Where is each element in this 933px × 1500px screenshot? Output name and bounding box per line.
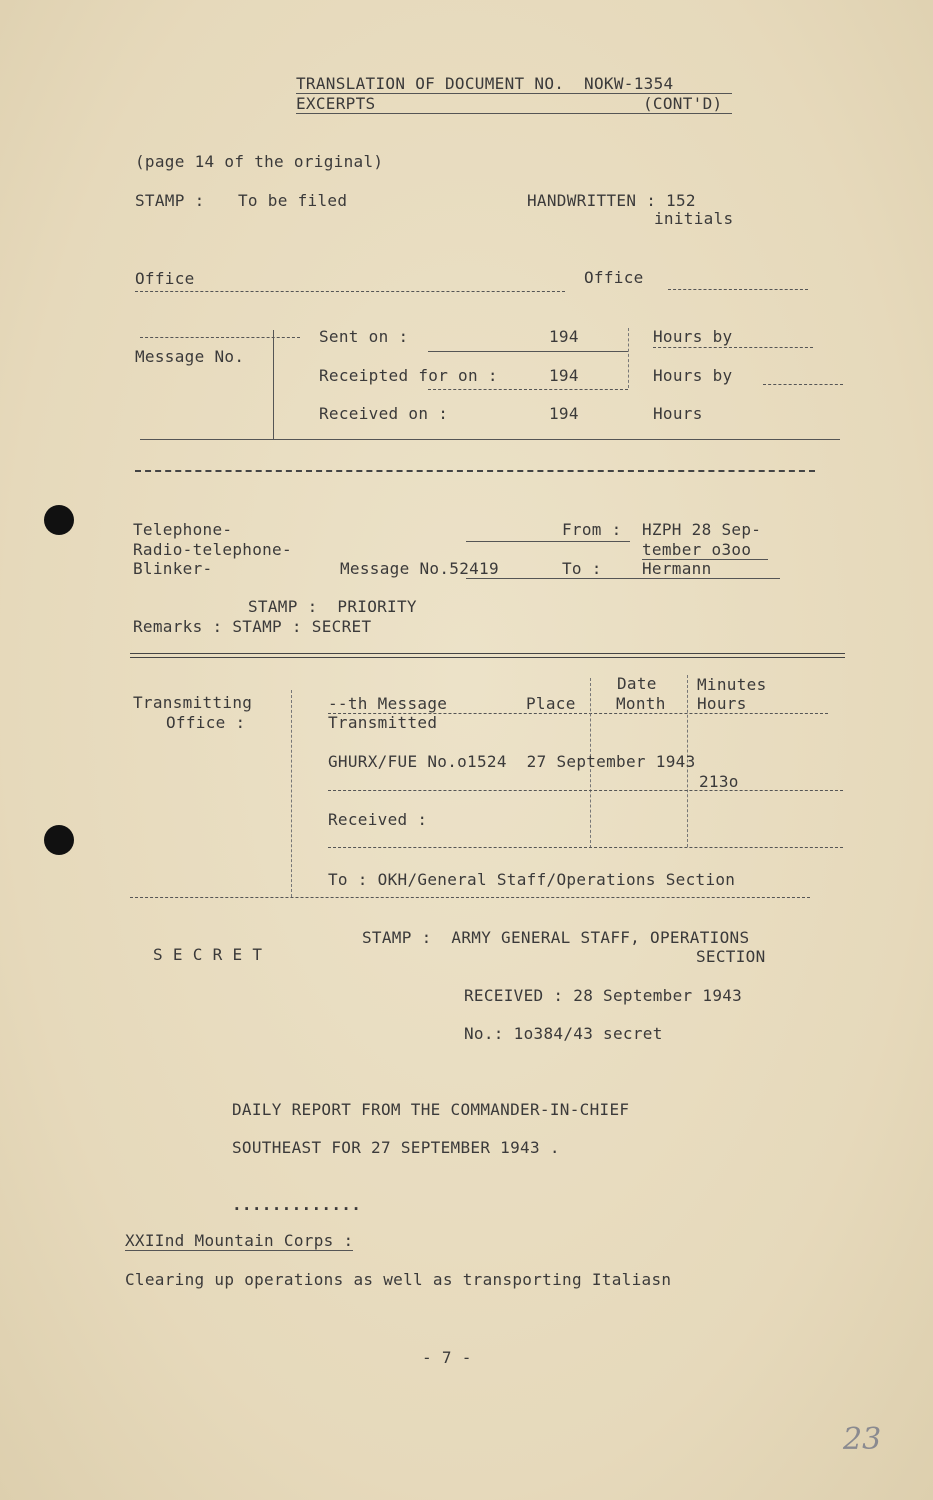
stamp-army-line-2: SECTION bbox=[696, 947, 766, 966]
receipted-line-2 bbox=[763, 384, 843, 385]
stamp-filed-value: To be filed bbox=[238, 191, 348, 210]
header-line-2-right: (CONT'D) bbox=[643, 94, 723, 113]
to-value: Hermann bbox=[642, 559, 712, 578]
punch-hole-bottom bbox=[44, 825, 74, 855]
stamp-filed-label: STAMP : bbox=[135, 191, 205, 210]
from-value-2: tember o3oo bbox=[642, 540, 752, 559]
receipted-hours: Hours by bbox=[653, 366, 733, 385]
stamp-army-line-1: STAMP : ARMY GENERAL STAFF, OPERATIONS bbox=[362, 928, 750, 947]
receipted-line bbox=[428, 389, 628, 390]
from-line bbox=[466, 541, 630, 542]
transmit-left-divider bbox=[291, 690, 292, 897]
from-label: From : bbox=[562, 520, 622, 539]
received-on-year: 194 bbox=[549, 404, 579, 423]
message-top-line bbox=[140, 337, 300, 338]
office-right-line bbox=[668, 289, 808, 290]
message-col-divider bbox=[628, 328, 629, 388]
sent-on-line bbox=[428, 351, 628, 352]
secret-word: S E C R E T bbox=[153, 945, 263, 964]
handwritten-label: HANDWRITTEN : 152 bbox=[527, 191, 696, 210]
channel-line-1: Telephone- bbox=[133, 520, 233, 539]
received-underline bbox=[328, 847, 843, 848]
ellipsis-dots: ............. bbox=[232, 1195, 362, 1214]
separator-dashes bbox=[135, 470, 815, 472]
received-date: RECEIVED : 28 September 1943 bbox=[464, 986, 743, 1005]
transmit-top-double-line bbox=[130, 653, 845, 658]
transmit-bottom-line bbox=[130, 897, 810, 898]
sent-on-line-2 bbox=[653, 347, 813, 348]
ghurx-underline bbox=[328, 790, 843, 791]
col-transmitted: Transmitted bbox=[328, 713, 438, 732]
from-value-1: HZPH 28 Sep- bbox=[642, 520, 762, 539]
header-line-2-left: EXCERPTS bbox=[296, 94, 376, 113]
sent-on-hours: Hours by bbox=[653, 327, 733, 346]
col-date: Date bbox=[617, 674, 657, 693]
receipted-year: 194 bbox=[549, 366, 579, 385]
col-header-line bbox=[328, 713, 828, 714]
document-number: No.: 1o384/43 secret bbox=[464, 1024, 663, 1043]
col-minutes: Minutes bbox=[697, 675, 767, 694]
receipted-label: Receipted for on : bbox=[319, 366, 498, 385]
report-line-1: DAILY REPORT FROM THE COMMANDER-IN-CHIEF bbox=[232, 1100, 630, 1119]
message-no-label: Message No. bbox=[135, 347, 245, 366]
channel-line-2: Radio-telephone- bbox=[133, 540, 292, 559]
body-text: Clearing up operations as well as transporting Italiasn bbox=[125, 1270, 672, 1289]
stamp-priority: STAMP : PRIORITY bbox=[248, 597, 417, 616]
report-line-2: SOUTHEAST FOR 27 SEPTEMBER 1943 . bbox=[232, 1138, 560, 1157]
col-place: Place bbox=[526, 694, 576, 713]
to-label: To : bbox=[562, 559, 602, 578]
office-left-line bbox=[135, 291, 565, 292]
received-on-label: Received on : bbox=[319, 404, 449, 423]
time-2130: 213o bbox=[699, 772, 739, 791]
message-number: Message No.52419 bbox=[340, 559, 499, 578]
message-bottom-line bbox=[140, 439, 840, 440]
transmitting-line-1: Transmitting bbox=[133, 693, 253, 712]
sent-on-year: 194 bbox=[549, 327, 579, 346]
col-message: --th Message bbox=[328, 694, 448, 713]
sent-on-label: Sent on : bbox=[319, 327, 409, 346]
punch-hole-top bbox=[44, 505, 74, 535]
channel-line-3: Blinker- bbox=[133, 559, 213, 578]
transmitting-line-2: Office : bbox=[166, 713, 246, 732]
to-line bbox=[466, 578, 780, 579]
col-month: Month bbox=[616, 694, 666, 713]
header-line-1: TRANSLATION OF DOCUMENT NO. NOKW-1354 bbox=[296, 74, 674, 93]
header-underline-2 bbox=[296, 113, 732, 114]
office-right: Office bbox=[584, 268, 644, 287]
received-label: Received : bbox=[328, 810, 428, 829]
handwritten-page-number: 23 bbox=[843, 1422, 882, 1457]
to-okh: To : OKH/General Staff/Operations Section bbox=[328, 870, 736, 889]
ghurx-line: GHURX/FUE No.o1524 27 September 1943 bbox=[328, 752, 696, 771]
page-note: (page 14 of the original) bbox=[135, 152, 384, 171]
col-hours: Hours bbox=[697, 694, 747, 713]
corps-heading: XXIInd Mountain Corps : bbox=[125, 1231, 354, 1250]
office-left: Office bbox=[135, 269, 195, 288]
handwritten-value: initials bbox=[654, 209, 734, 228]
message-divider bbox=[273, 330, 274, 440]
page-number: - 7 - bbox=[422, 1348, 472, 1367]
received-on-hours: Hours bbox=[653, 404, 703, 423]
remarks: Remarks : STAMP : SECRET bbox=[133, 617, 372, 636]
